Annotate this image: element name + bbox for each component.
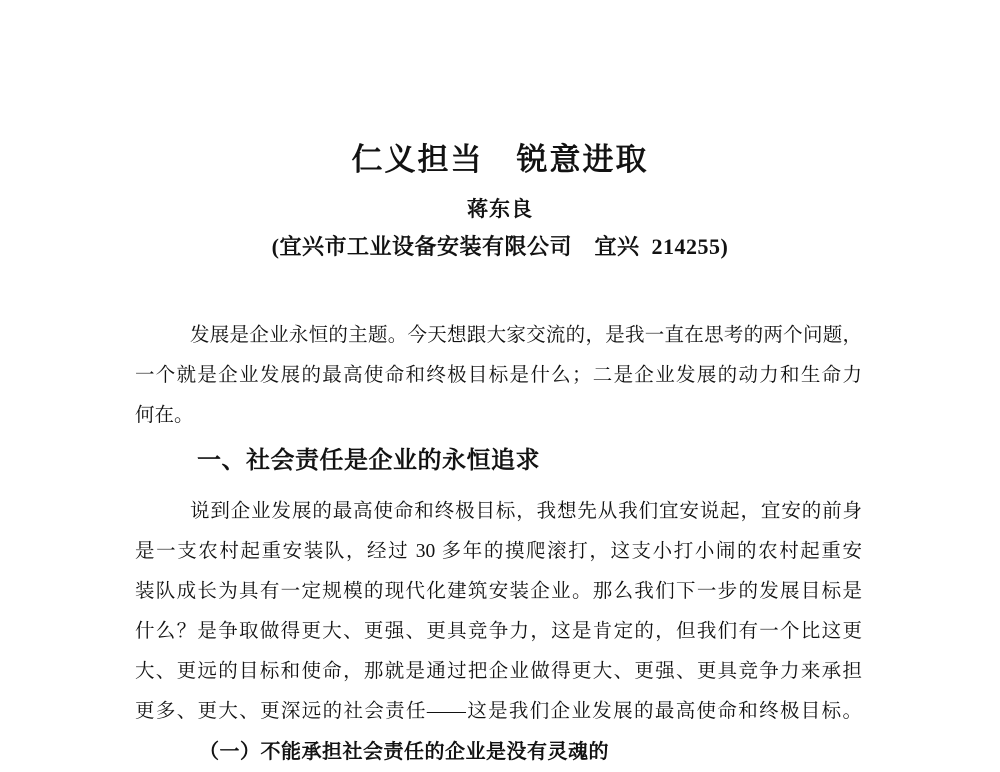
body-line: 发展是企业永恒的主题。今天想跟大家交流的，是我一直在思考的两个问题，	[190, 325, 862, 346]
section-heading: 一、社会责任是企业的永恒追求	[197, 447, 540, 474]
body-line: 一个就是企业发展的最高使命和终极目标是什么；二是企业发展的动力和生命力	[135, 365, 862, 386]
affiliation: (宜兴市工业设备安装有限公司 宜兴 214255)	[271, 234, 729, 259]
body-line: 何在。	[135, 405, 194, 426]
body-text-block	[135, 316, 862, 772]
body-line: 是一支农村起重安装队，经过 30 多年的摸爬滚打，这支小打小闹的农村起重安	[135, 541, 862, 562]
body-line: 更多、更大、更深远的社会责任——这是我们企业发展的最高使命和终极目标。	[135, 701, 862, 722]
author-name: 蒋东良	[467, 197, 533, 221]
subsection-heading: （一）不能承担社会责任的企业是没有灵魂的	[199, 741, 609, 763]
body-line: 说到企业发展的最高使命和终极目标，我想先从我们宜安说起，宜安的前身	[190, 501, 862, 522]
body-line: 大、更远的目标和使命，那就是通过把企业做得更大、更强、更具竞争力来承担	[135, 661, 862, 682]
page-title: 仁义担当 锐意进取	[351, 142, 649, 177]
body-line: 什么？是争取做得更大、更强、更具竞争力，这是肯定的，但我们有一个比这更	[135, 621, 862, 642]
body-line: 装队成长为具有一定规模的现代化建筑安装企业。那么我们下一步的发展目标是	[135, 581, 862, 602]
